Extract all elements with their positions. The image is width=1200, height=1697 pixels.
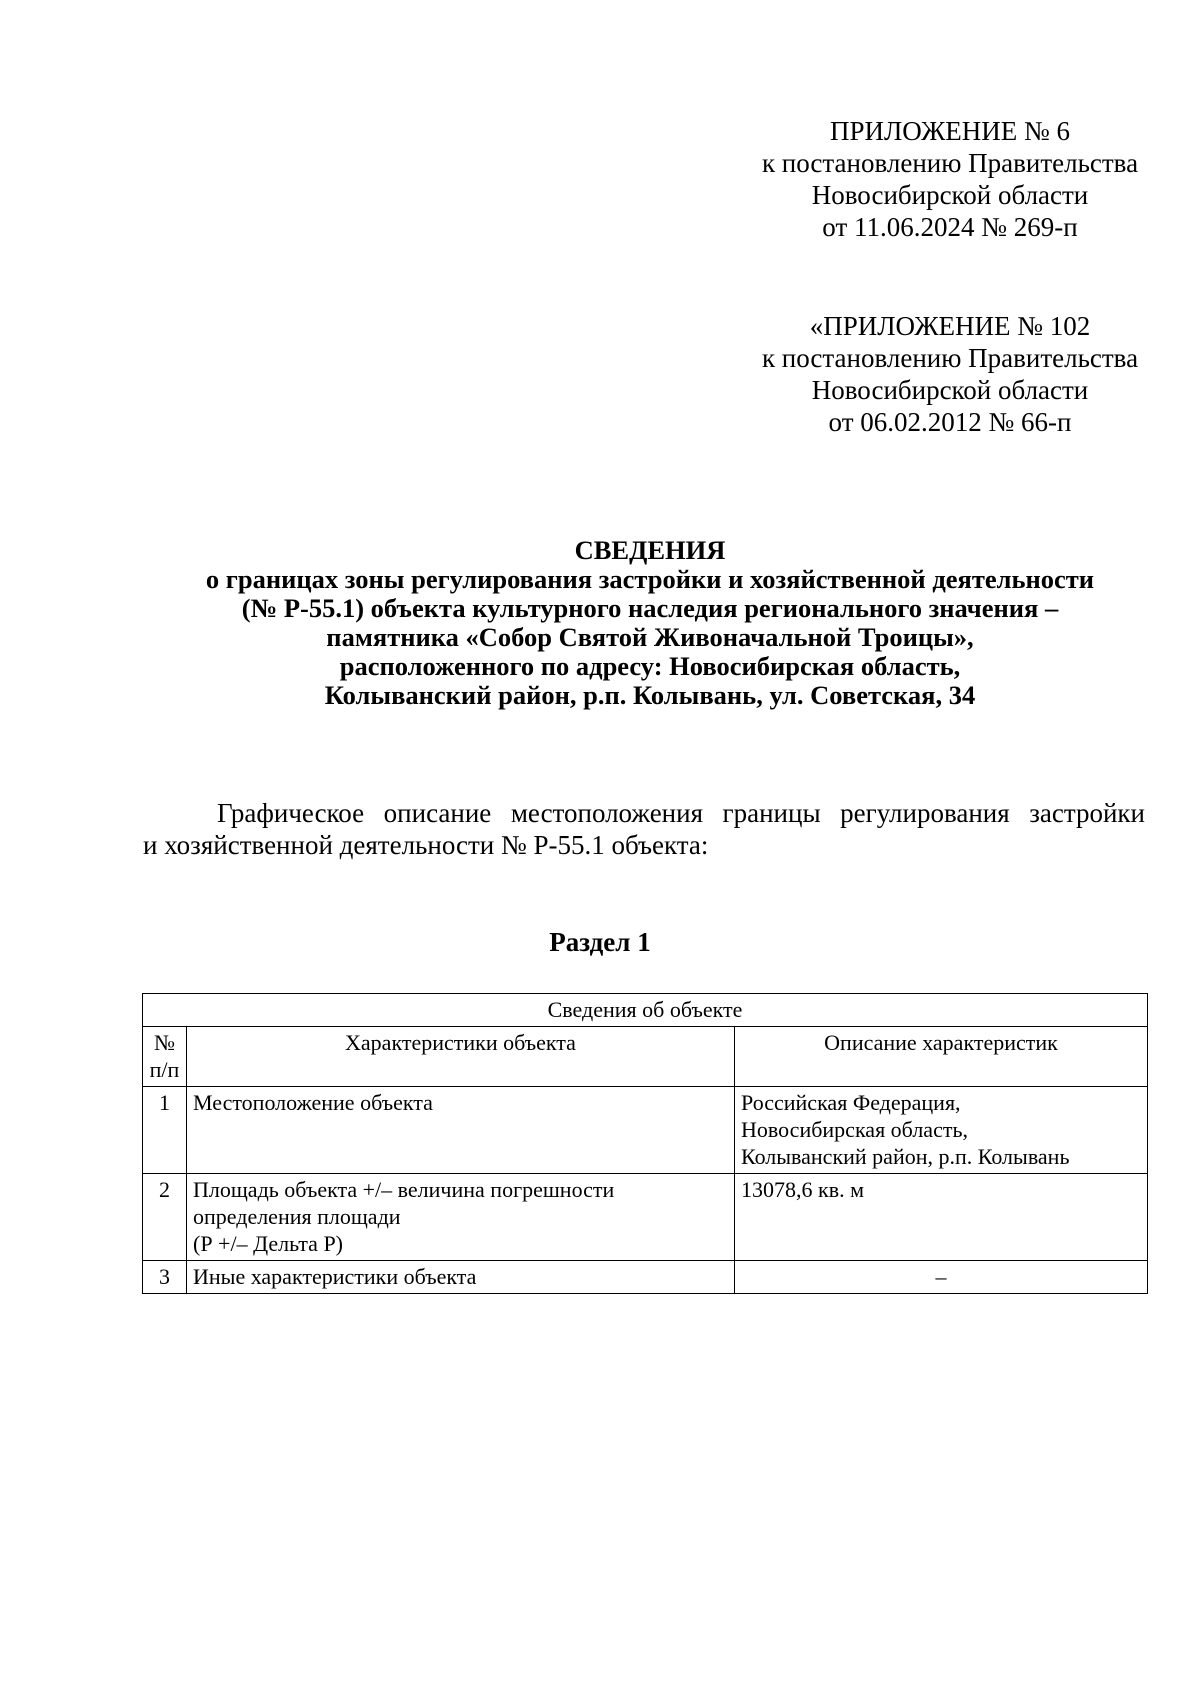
header-description: Описание характеристик — [735, 1027, 1148, 1087]
title-line2: (№ Р-55.1) объекта культурного наследия регионального значения – — [241, 593, 1059, 623]
row-characteristic-line: Площадь объекта +/– величина погрешности — [193, 1177, 615, 1202]
appendix-current-line4: от 11.06.2024 № 269-п — [822, 212, 1078, 242]
document-title — [100, 536, 1200, 710]
row-description — [735, 1174, 1148, 1261]
row-num: 1 — [143, 1087, 187, 1174]
header-num-line1: № — [154, 1030, 175, 1055]
intro-paragraph — [143, 797, 1145, 861]
row-characteristic — [187, 1261, 735, 1294]
object-info-table — [142, 993, 1148, 1294]
row-description — [735, 1261, 1148, 1294]
appendix-current-line2: к постановлению Правительства — [761, 148, 1139, 178]
appendix-original-line1: «ПРИЛОЖЕНИЕ № 102 — [809, 311, 1091, 341]
row-description-line: 13078,6 кв. м — [741, 1177, 864, 1202]
row-num: 2 — [143, 1174, 187, 1261]
appendix-original-line2: к постановлению Правительства — [761, 343, 1139, 373]
row-description-line: Новосибирская область, — [741, 1117, 968, 1142]
row-description-line: Колыванский район, р.п. Колывань — [741, 1144, 1070, 1169]
row-description-line: – — [935, 1264, 947, 1289]
row-description — [735, 1087, 1148, 1174]
row-num: 3 — [143, 1261, 187, 1294]
title-line4: расположенного по адресу: Новосибирская область, — [339, 651, 961, 681]
table-row — [143, 1087, 1148, 1174]
intro-line2: и хозяйственной деятельности № Р-55.1 объекта: — [143, 830, 709, 860]
row-characteristic — [187, 1087, 735, 1174]
section-title: Раздел 1 — [549, 927, 651, 957]
intro-line1: Графическое описание местоположения границы регулирования застройки — [217, 798, 1145, 828]
row-description-line: Российская Федерация, — [741, 1090, 961, 1115]
row-characteristic-line: определения площади — [193, 1204, 401, 1229]
row-characteristic-line: Местоположение объекта — [193, 1090, 433, 1115]
appendix-current-line3: Новосибирской области — [811, 180, 1089, 210]
row-characteristic-line: Иные характеристики объекта — [193, 1264, 477, 1289]
appendix-current-line1: ПРИЛОЖЕНИЕ № 6 — [829, 116, 1071, 146]
title-line1: о границах зоны регулирования застройки и хозяйственной деятельности — [205, 564, 1095, 594]
appendix-original-header — [740, 310, 1160, 438]
table-row — [143, 1261, 1148, 1294]
row-characteristic-line: (Р +/– Дельта Р) — [193, 1231, 344, 1256]
title-line3: памятника «Собор Святой Живоначальной Троицы», — [326, 622, 974, 652]
table-row — [143, 1174, 1148, 1261]
title-line5: Колыванский район, р.п. Колывань, ул. Советская, 34 — [324, 680, 976, 710]
appendix-current-header — [740, 115, 1160, 243]
table-header-row — [143, 1027, 1148, 1087]
appendix-original-line4: от 06.02.2012 № 66-п — [828, 407, 1072, 437]
table-caption: Сведения об объекте — [143, 994, 1148, 1027]
title-heading: СВЕДЕНИЯ — [574, 535, 726, 565]
row-characteristic — [187, 1174, 735, 1261]
table-caption-row — [143, 994, 1148, 1027]
header-characteristics: Характеристики объекта — [187, 1027, 735, 1087]
header-num — [143, 1027, 187, 1087]
header-num-line2: п/п — [149, 1057, 180, 1082]
appendix-original-line3: Новосибирской области — [811, 375, 1089, 405]
